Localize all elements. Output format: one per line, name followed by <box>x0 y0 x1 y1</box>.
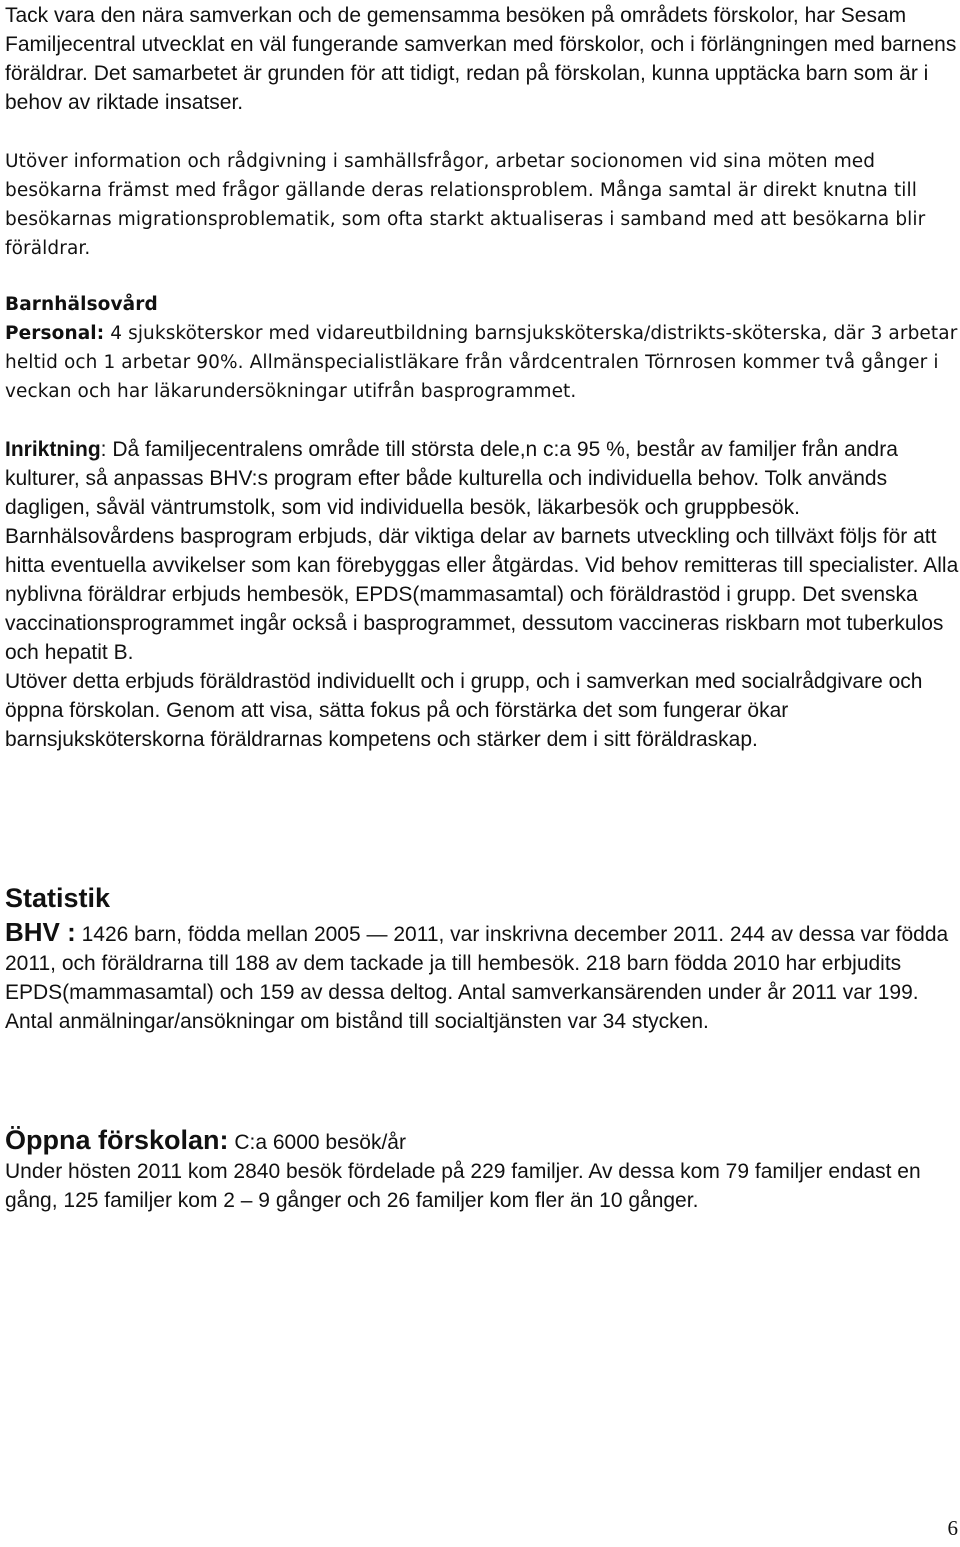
section-bhv-statistik <box>5 918 960 1036</box>
section-oppna-forskolan <box>5 1126 960 1215</box>
text-oppna-summary: C:a 6000 besök/år <box>228 1131 406 1154</box>
text-personal: 4 sjuksköterskor med vidareutbildning barnsjuksköterska/distrikts-sköterska, där 3 arbetar heltid och 1 arbetar 90%. Allmänspecialistläkare från vårdcentralen Törnrosen kommer två gånger i veckan och har läkarundersökningar utifrån basprogrammet. <box>5 323 958 402</box>
text-oppna-forskolan: Under hösten 2011 kom 2840 besök fördelade på 229 familjer. Av dessa kom 79 familjer endast en gång, 125 familjer kom 2 – 9 gånger och 26 familjer kom fler än 10 gånger. <box>5 1160 921 1212</box>
text-inriktning: : Då familjecentralens område till största dele,n c:a 95 %, består av familjer från andra kulturer, så anpassas BHV:s program efter både kulturella och individuella behov. Tolk används dagligen, såväl väntrumstolk, som vid individuella besök, läkarbesök och gruppbesök. Barnhälsovårdens basprogram erbjuds, där viktiga delar av barnets utveckling och tillväxt följs för att hitta eventuella avvikelser som kan förebyggas eller åtgärdas. Vid behov remitteras till specialister. Alla nyblivna föräldrar erbjuds hembesök, EPDS(mammasamtal) och föräldrastöd i grupp. Det svenska vaccinationsprogrammet ingår också i basprogrammet, dessutom vaccineras riskbarn mot tuberkulos och hepatit B. <box>5 438 959 664</box>
text-foraldrastod: Utöver detta erbjuds föräldrastöd individuellt och i grupp, och i samverkan med socialrådgivare och öppna förskolan. Genom att visa, sätta fokus på och förstärka det som fungerar ökar barnsjuksköterskorna föräldrarnas kompetens och stärker dem i sitt föräldraskap. <box>5 670 923 751</box>
section-inriktning <box>5 435 960 754</box>
paragraph-samverkan: Tack vara den nära samverkan och de gemensamma besöken på områdets förskolor, har Sesam Familjecentral utvecklat en väl fungerande samverkan med förskolor, och i förlängningen med barnens föräldrar. Det samarbetet är grunden för att tidigt, redan på förskolan, kunna upptäcka barn som är i behov av riktade insatser. <box>5 4 957 114</box>
label-bhv: BHV : <box>5 917 76 947</box>
label-oppna-forskolan: Öppna förskolan: <box>5 1125 229 1155</box>
page-number: 6 <box>947 1516 958 1540</box>
heading-statistik: Statistik <box>5 883 111 913</box>
heading-barnhalsovard: Barnhälsovård <box>5 294 158 315</box>
paragraph-socionom: Utöver information och rådgivning i samhällsfrågor, arbetar socionomen vid sina möten med besökarna främst med frågor gällande deras relationsproblem. Många samtal är direkt knutna till besökarnas migrationsproblematik, som ofta starkt aktualiseras i samband med att besökarna blir föräldrar. <box>5 151 926 259</box>
label-inriktning: Inriktning <box>5 438 101 461</box>
text-bhv: 1426 barn, födda mellan 2005 — 2011, var inskrivna december 2011. 244 av dessa var födda 2011, och föräldrarna till 188 av dem tackade ja till hembesök. 218 barn födda 2010 har erbjudits EPDS(mammasamtal) och 159 av dessa deltog. Antal samverkansärenden under år 2011 var 199. Antal anmälningar/ansökningar om bistånd till socialtjänsten var 34 stycken. <box>5 923 949 1033</box>
section-barnhalsovard <box>5 290 960 406</box>
label-personal: Personal: <box>5 323 105 344</box>
